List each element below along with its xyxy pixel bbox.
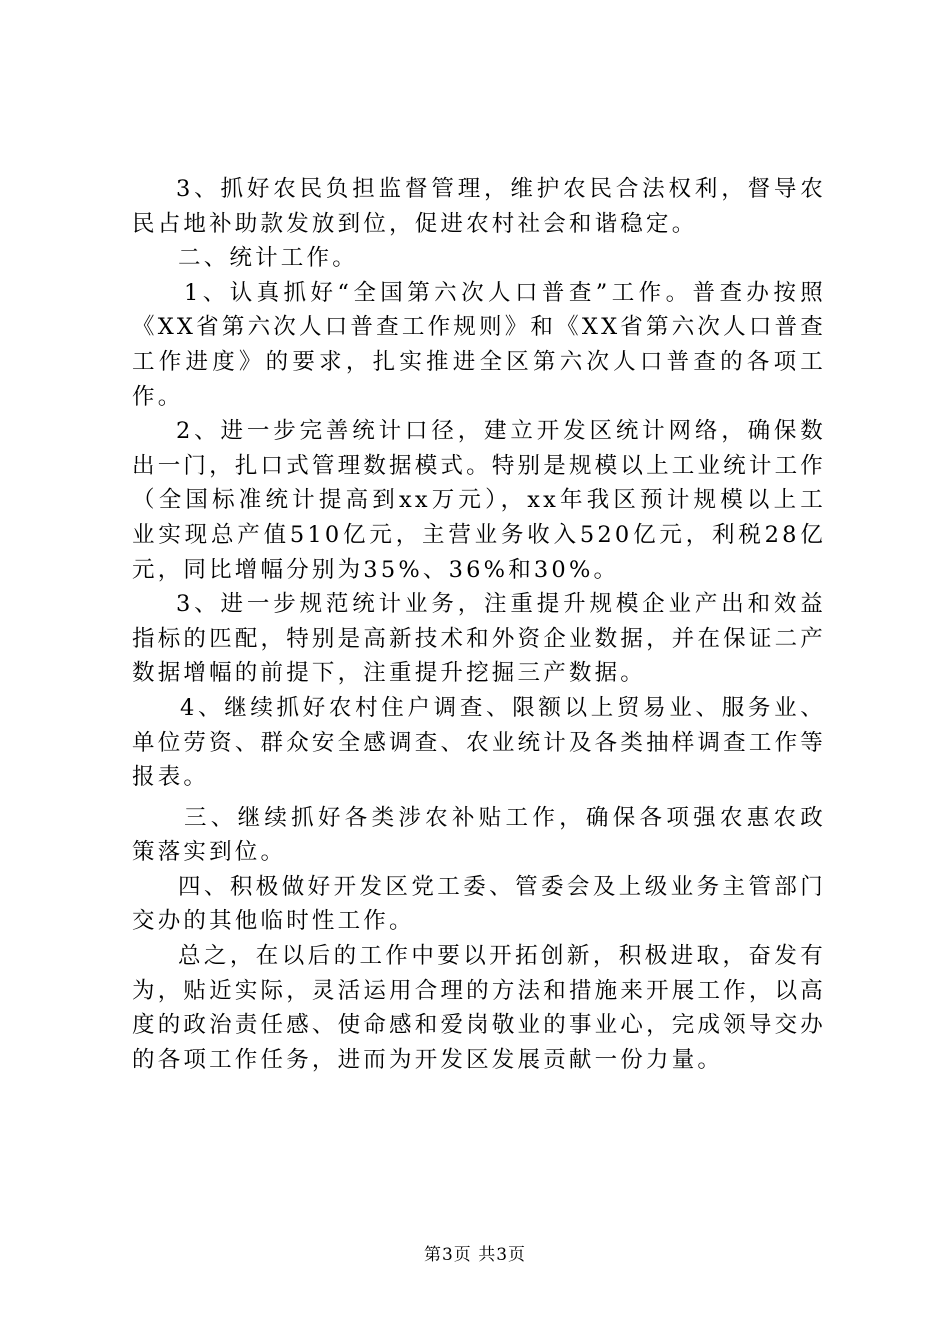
paragraph-census: 1、认真抓好“全国第六次人口普查”工作。普查办按照《XX省第六次人口普查工作规则》和《XX省第六次人口普查工作进度》的要求，扎实推进全区第六次人口普查的各项工作。 [132,279,826,410]
paragraph-surveys: 4、继续抓好农村住户调查、限额以上贸易业、服务业、单位劳资、群众安全感调查、农业统计及各类抽样调查工作等报表。 [132,694,826,791]
paragraph-conclusion: 总之，在以后的工作中要以开拓创新，积极进取，奋发有为，贴近实际，灵活运用合理的方法和措施来开展工作，以高度的政治责任感、使命感和爱岗敬业的事业心，完成领导交办的各项工作任务，进而为开发区发展贡献一份力量。 [132,943,826,1073]
heading-temporary-work: 四、积极做好开发区党工委、管委会及上级业务主管部门交办的其他临时性工作。 [132,873,826,935]
heading-agricultural-subsidies: 三、继续抓好各类涉农补贴工作，确保各项强农惠农政策落实到位。 [132,804,826,866]
page-footer: 第3页 共3页 [423,1245,527,1265]
paragraph-statistics-network: 2、进一步完善统计口径，建立开发区统计网络，确保数出一门，扎口式管理数据模式。特别是规模以上工业统计工作（全国标准统计提高到xx万元），xx年我区预计规模以上工业实现总产值510亿元，主营业务收入520亿元，利税28亿元，同比增幅分别为35%、36%和30%。 [132,418,826,583]
paragraph-statistics-standards: 3、进一步规范统计业务，注重提升规模企业产出和效益指标的匹配，特别是高新技术和外资企业数据，并在保证二产数据增幅的前提下，注重提升挖掘三产数据。 [132,591,826,687]
heading-statistics-work: 二、统计工作。 [178,245,358,272]
document-body [132,172,826,1077]
paragraph-farmer-burden: 3、抓好农民负担监督管理，维护农民合法权利，督导农民占地补助款发放到位，促进农村社会和谐稳定。 [132,176,826,237]
